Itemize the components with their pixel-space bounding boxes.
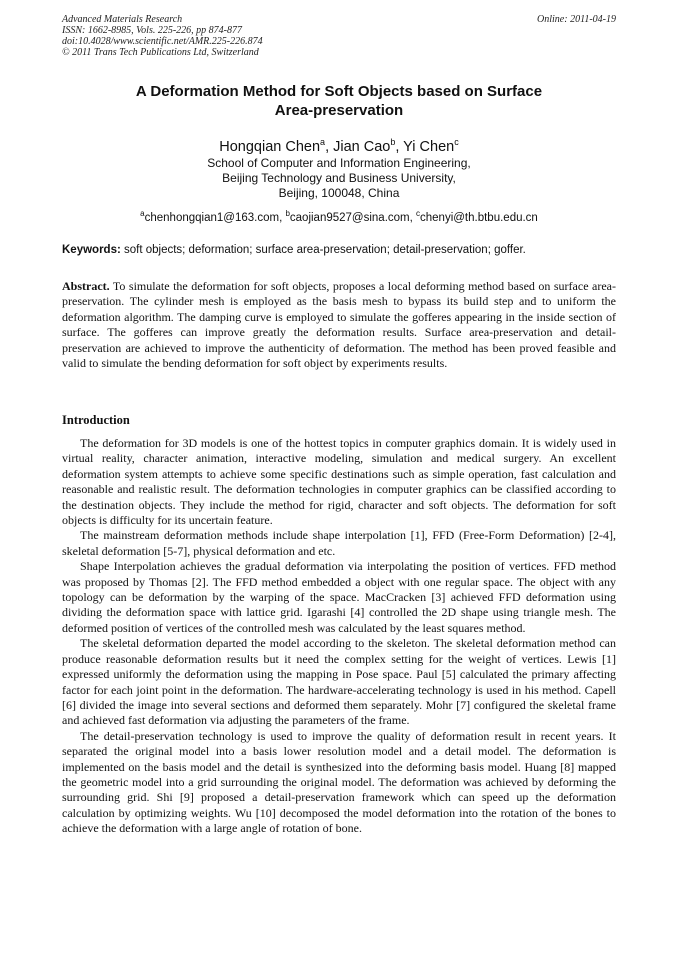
affiliation-line: School of Computer and Information Engineering,: [207, 156, 471, 170]
author-mark: b: [390, 137, 396, 147]
author-name: Hongqian Chen: [219, 138, 321, 155]
title-line-2: Area-preservation: [274, 102, 404, 119]
keywords-text: soft objects; deformation; surface area-preservation; detail-preservation; goffer.: [120, 244, 526, 256]
keywords-line: [62, 243, 616, 257]
email-mark: c: [416, 209, 421, 218]
paragraph: The mainstream deformation methods include shape interpolation [1], FFD (Free-Form Deformation) [2-4], skeletal deformation [5-7], physical deformation and etc.: [62, 528, 616, 558]
journal-issn: ISSN: 1662-8985, Vols. 225-226, pp 874-877: [62, 25, 242, 36]
author-separator: ,: [395, 138, 404, 155]
author-name: Jian Cao: [333, 138, 391, 155]
author-name: Yi Chen: [403, 138, 455, 155]
section-heading: Introduction: [62, 413, 130, 427]
affiliation: [62, 156, 616, 201]
introduction-body: [62, 436, 616, 837]
email-address: chenyi@th.btbu.edu.cn: [420, 211, 538, 224]
affiliation-line: Beijing Technology and Business University,: [222, 171, 456, 185]
email-mark: b: [285, 209, 290, 218]
paragraph: The skeletal deformation departed the model according to the skeleton. The skeletal deformation method can produce reasonable deformation results but it need the complex setting for the weight of vertices. Lewis [1] expressed uniformly the deformation using the mapping in Pose space. Paul [5] calculated the primary affecting factor for each joint point in the deformation. The hardware-accelerating technology is used in his method. Capell [6] divided the image into several sections and deformed them separately. Mohr [7] configured the skeletal frame and achieved fast deformation via adjusting the parameters of the frame.: [62, 636, 616, 728]
author-list: [62, 133, 616, 156]
email-mark: a: [140, 209, 145, 218]
title-line-1: A Deformation Method for Soft Objects based on Surface: [135, 83, 543, 100]
paper-title: [62, 82, 616, 120]
online-date: Online: 2011-04-19: [537, 14, 616, 25]
journal-copyright: © 2011 Trans Tech Publications Ltd, Switzerland: [62, 47, 259, 58]
email-separator: ,: [279, 211, 286, 224]
abstract-text: To simulate the deformation for soft objects, proposes a local deforming method based on surface area-preservation. The cylinder mesh is employed as the basis mesh to bypass its build step and to uniform the deformation algorithm. The damping curve is employed to simulate the gofferes appearing in the inside section of surface. The gofferes can improve greatly the deformation results. Surface area-preservation and detail-preservation are achieved to improve the authenticity of deformation. The method has been proved feasible and valid to simulate the bending deformation for soft object by experiments results.: [62, 279, 616, 371]
email-address: chenhongqian1@163.com: [144, 211, 280, 224]
keywords-label: Keywords:: [62, 244, 121, 256]
paragraph: Shape Interpolation achieves the gradual deformation via interpolating the position of vertices. FFD method was proposed by Thomas [2]. The FFD method embedded a object with one regular space. The object with any topology can be deformation by the warping of the space. MacCracken [3] achieved FFD deformation using dividing the deformation space with lattice grid. Igarashi [4] controlled the 2D shape using triangle mesh. The deformed position of vertices of the controlled mesh was calculated by the least squares method.: [62, 559, 616, 635]
journal-doi: doi:10.4028/www.scientific.net/AMR.225-226.874: [62, 36, 263, 47]
email-address: caojian9527@sina.com: [289, 211, 410, 224]
author-mark: a: [320, 137, 326, 147]
paragraph: The detail-preservation technology is used to improve the quality of deformation result in recent years. It separated the original model into a basis lower resolution model and a detail model. The deformation is implemented on the basis model and the detail is synthesized into the deforming basis model. Huang [8] mapped the geometric model into a grid surrounding the original model. The deformation was achieved by deforming the surrounding grid. Shi [9] proposed a detail-preservation framework which can speed up the deformation calculation by optimizing weights. Wu [10] decomposed the model deformation into the rotation of the bones to achieve the deformation with a large angle of rotation of bone.: [62, 728, 616, 836]
author-separator: ,: [325, 138, 334, 155]
paragraph: The deformation for 3D models is one of the hottest topics in computer graphics domain. It is widely used in virtual reality, character animation, interactive modeling, simulation and medical surgery. An excellent deformation system attempts to achieve some specific destinations such as simple operation, fast calculation and reasonable and realistic result. The deformation technologies in computer graphics can be classified according to the destination objects. They include the method for rigid, character and soft objects. The deformation for soft objects is difficulty for its uncertain feature.: [62, 436, 616, 528]
abstract: [62, 279, 616, 371]
author-mark: c: [454, 137, 459, 147]
affiliation-line: Beijing, 100048, China: [278, 186, 400, 200]
abstract-label: Abstract.: [62, 279, 110, 293]
email-separator: ,: [409, 211, 417, 224]
author-emails: [62, 207, 616, 225]
journal-name: Advanced Materials Research: [62, 14, 183, 25]
journal-header: [62, 14, 616, 58]
